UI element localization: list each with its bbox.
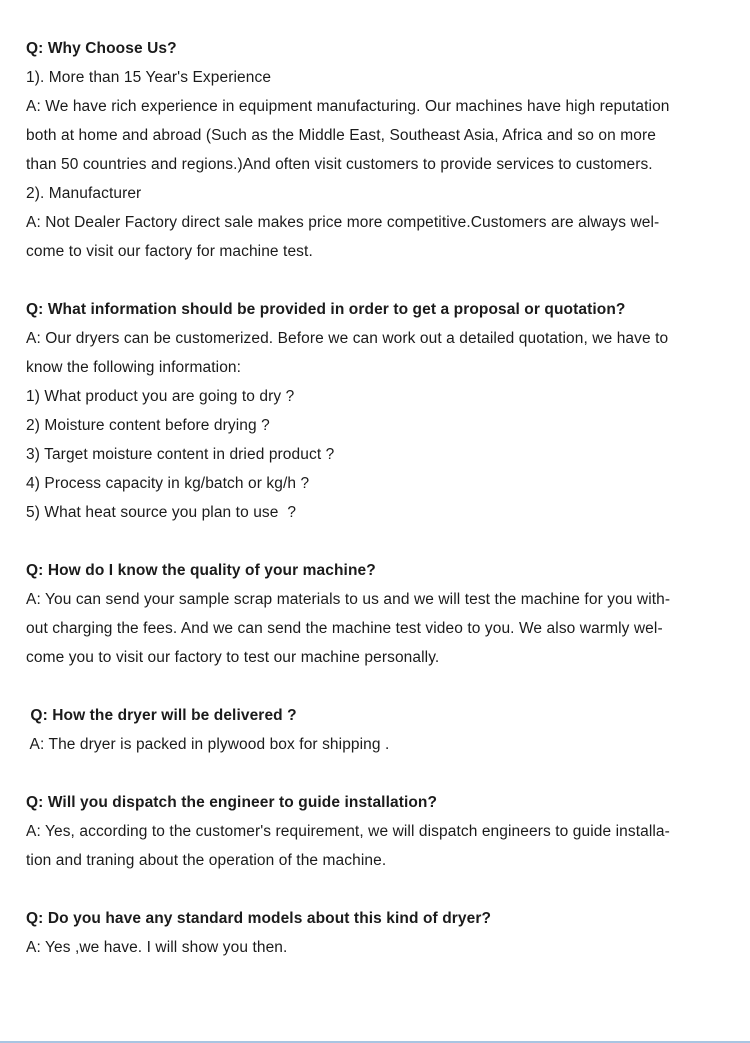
question-line: Q: Do you have any standard models about this kind of dryer? (26, 910, 492, 927)
answer-line: out charging the fees. And we can send the machine test video to you. We also warmly wel- (26, 620, 663, 637)
answer-line: know the following information: (26, 359, 242, 376)
answer-line: 4) Process capacity in kg/batch or kg/h ? (26, 475, 310, 492)
answer-line: 2) Moisture content before drying ? (26, 417, 270, 434)
faq-section (26, 701, 724, 759)
faq-section (26, 556, 724, 672)
faq-section (26, 295, 724, 527)
answer-line: tion and traning about the operation of the machine. (26, 852, 387, 869)
answer-line: both at home and abroad (Such as the Middle East, Southeast Asia, Africa and so on more (26, 127, 656, 144)
answer-line: A: Not Dealer Factory direct sale makes price more competitive.Customers are always wel- (26, 214, 660, 231)
question-line: Q: Why Choose Us? (26, 40, 177, 57)
answer-line: 1). More than 15 Year's Experience (26, 69, 272, 86)
faq-section (26, 788, 724, 875)
answer-line: than 50 countries and regions.)And often visit customers to provide services to customers. (26, 156, 653, 173)
answer-line: come you to visit our factory to test our machine personally. (26, 649, 440, 666)
question-line: Q: How the dryer will be delivered ? (26, 707, 297, 724)
answer-line: A: Yes, according to the customer's requirement, we will dispatch engineers to guide installa- (26, 823, 670, 840)
answer-line: come to visit our factory for machine test. (26, 243, 313, 260)
answer-line: A: We have rich experience in equipment manufacturing. Our machines have high reputation (26, 98, 670, 115)
answer-line: 2). Manufacturer (26, 185, 142, 202)
question-line: Q: Will you dispatch the engineer to guide installation? (26, 794, 438, 811)
answer-line: A: The dryer is packed in plywood box for shipping . (26, 736, 390, 753)
answer-line: A: You can send your sample scrap materials to us and we will test the machine for you with- (26, 591, 671, 608)
question-line: Q: How do I know the quality of your machine? (26, 562, 376, 579)
answer-line: 5) What heat source you plan to use ? (26, 504, 297, 521)
answer-line: 3) Target moisture content in dried product ? (26, 446, 335, 463)
answer-line: 1) What product you are going to dry ? (26, 388, 295, 405)
answer-line: A: Yes ,we have. I will show you then. (26, 939, 288, 956)
faq-section (26, 34, 724, 266)
faq-section (26, 904, 724, 962)
question-line: Q: What information should be provided in order to get a proposal or quotation? (26, 301, 626, 318)
answer-line: A: Our dryers can be customerized. Before we can work out a detailed quotation, we have to (26, 330, 669, 347)
